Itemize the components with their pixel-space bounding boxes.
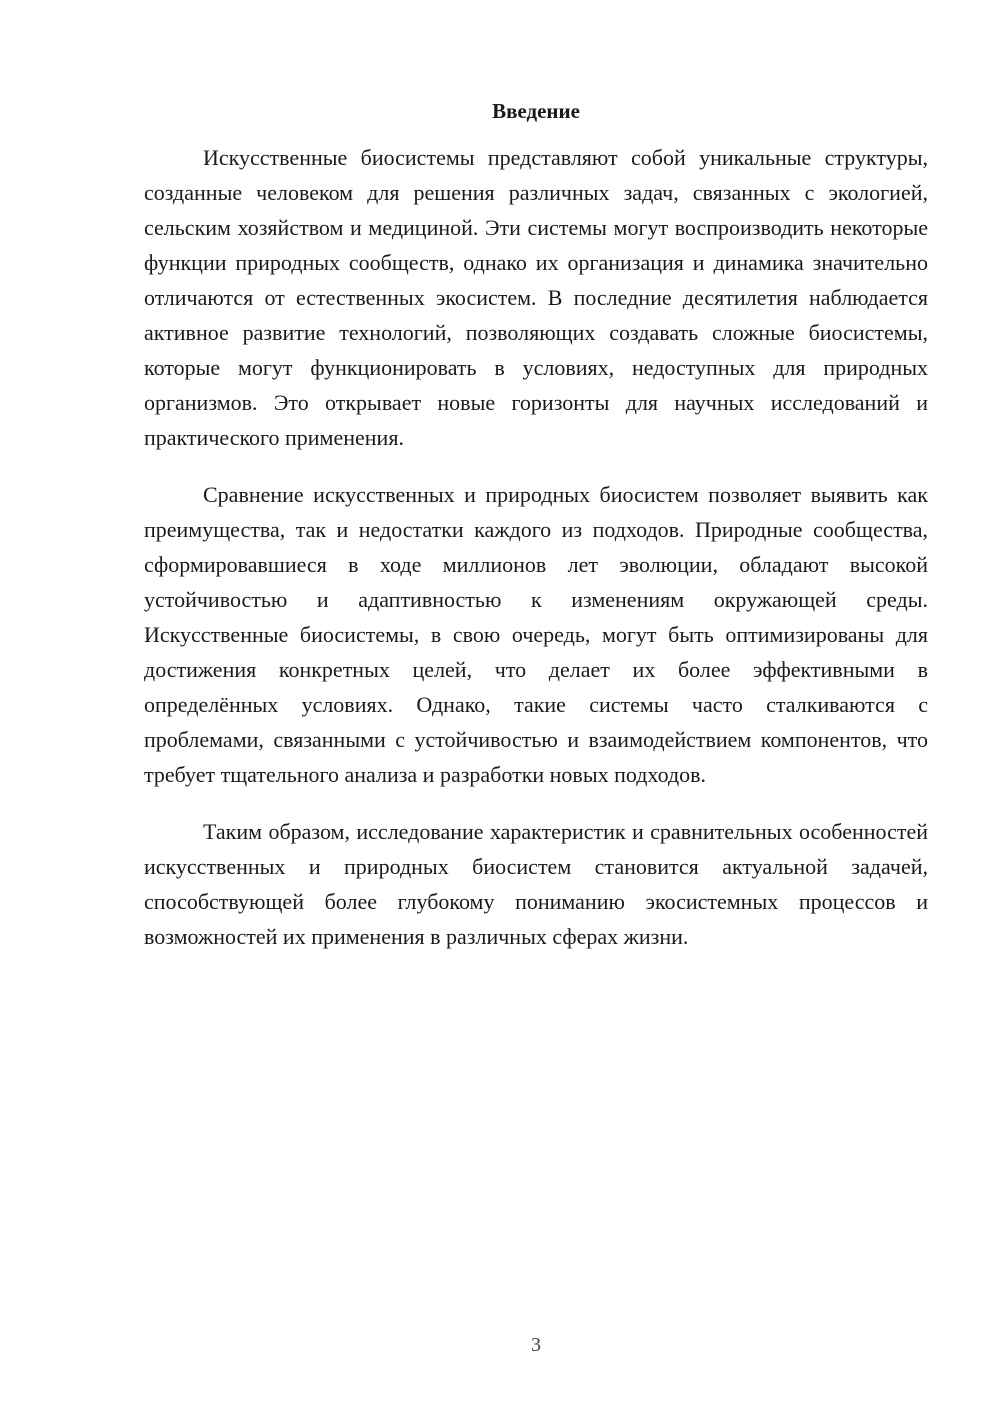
page-title: Введение [492, 99, 580, 123]
paragraph-2: Сравнение искусственных и природных биосистем позволяет выявить как преимущества, так и недостатки каждого из подходов. Природные сообщества, сформировавшиеся в ходе миллионов лет эволюции, обладают высокой устойчивостью и адаптивностью к изменениям окружающей среды. Искусственные биосистемы, в свою очередь, могут быть оптимизированы для достижения конкретных целей, что делает их более эффективными в определённых условиях. Однако, такие системы часто сталкиваются с проблемами, связанными с устойчивостью и взаимодействием компонентов, что требует тщательного анализа и разработки новых подходов. [144, 482, 928, 787]
paragraph-1: Искусственные биосистемы представляют собой уникальные структуры, созданные человеком для решения различных задач, связанных с экологией, сельским хозяйством и медициной. Эти системы могут воспроизводить некоторые функции природных сообществ, однако их организация и динамика значительно отличаются от естественных экосистем. В последние десятилетия наблюдается активное развитие технологий, позволяющих создавать сложные биосистемы, которые могут функционировать в условиях, недоступных для природных организмов. Это открывает новые горизонты для научных исследований и практического применения. [144, 145, 928, 450]
page-content [144, 96, 928, 976]
paragraph-3: Таким образом, исследование характеристик и сравнительных особенностей искусственных и природных биосистем становится актуальной задачей, способствующей более глубокому пониманию экосистемных процессов и возможностей их применения в различных сферах жизни. [144, 819, 928, 949]
page-number: 3 [531, 1334, 541, 1356]
